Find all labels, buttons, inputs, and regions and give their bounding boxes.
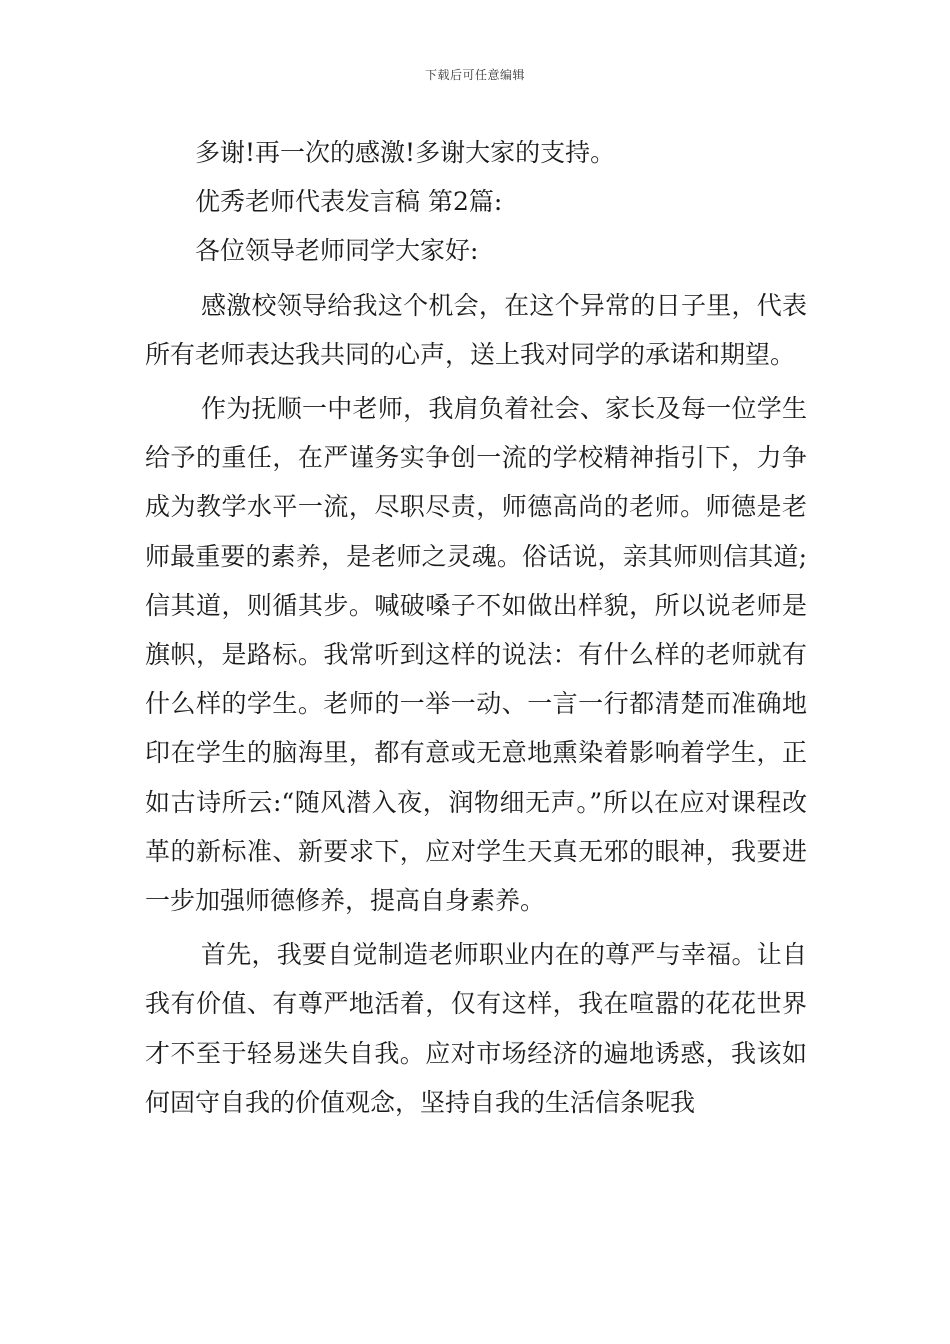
paragraph-1: 感激校领导给我这个机会，在这个异常的日子里，代表所有老师表达我共同的心声，送上我对同学的承诺和期望。	[145, 290, 807, 369]
paragraph-2: 作为抚顺一中老师，我肩负着社会、家长及每一位学生给予的重任，在严谨务实争创一流的学校精神指引下，力争成为教学水平一流，尽职尽责，师德高尚的老师。师德是老师最重要的素养，是老师之灵魂。俗话说，亲其师则信其道;信其道，则循其步。喊破嗓子不如做出样貌，所以说老师是旗帜，是路标。我常听到这样的说法：有什么样的老师就有什么样的学生。老师的一举一动、一言一行都清楚而准确地印在学生的脑海里，都有意或无意地熏染着影响着学生，正如古诗所云:“随风潜入夜，润物细无声。”所以在应对课程改革的新标准、新要求下，应对学生天真无邪的眼神，我要进一步加强师德修养，提高自身素养。	[145, 394, 807, 916]
page-header-note: 下载后可任意编辑	[424, 68, 525, 82]
section-heading: 优秀老师代表发言稿 第2篇:	[195, 187, 503, 217]
document-body	[145, 128, 807, 1127]
greeting-line: 各位领导老师同学大家好:	[195, 236, 479, 266]
thanks-line: 多谢!再一次的感激!多谢大家的支持。	[195, 138, 616, 167]
paragraph-3: 首先，我要自觉制造老师职业内在的尊严与幸福。让自我有价值、有尊严地活着，仅有这样，我在喧嚣的花花世界才不至于轻易迷失自我。应对市场经济的遍地诱惑，我该如何固守自我的价值观念，坚持自我的生活信条呢我	[145, 940, 807, 1117]
